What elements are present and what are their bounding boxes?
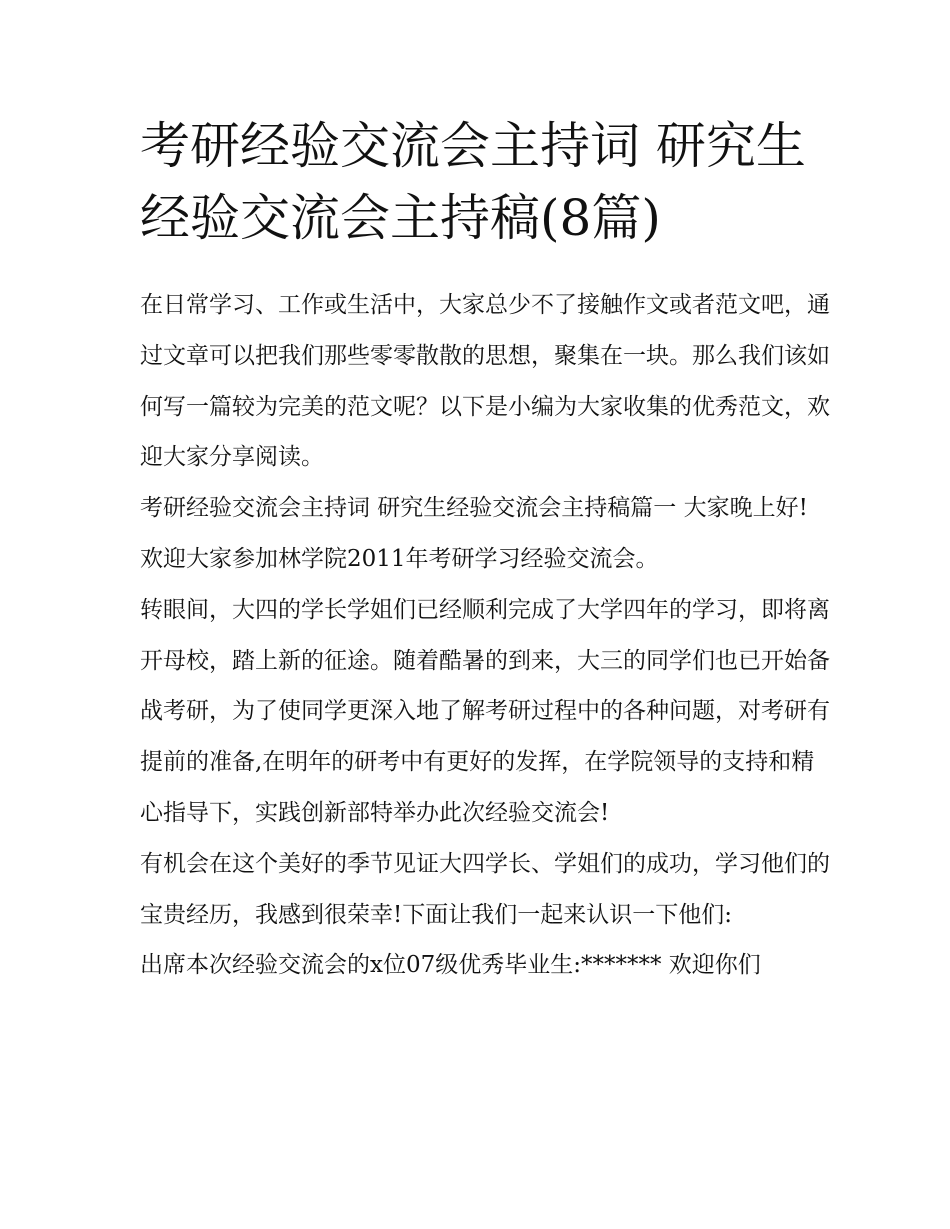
- document-body: [140, 280, 830, 991]
- paragraph-background: 转眼间，大四的学长学姐们已经顺利完成了大学四年的学习，即将离开母校，踏上新的征途。随着酷暑的到来，大三的同学们也已开始备战考研，为了使同学更深入地了解考研过程中的各种问题，对考研有提前的准备,在明年的研考中有更好的发挥，在学院领导的支持和精心指导下，实践创新部特举办此次经验交流会!: [140, 596, 830, 826]
- paragraph-introduction: 有机会在这个美好的季节见证大四学长、学姐们的成功，学习他们的宝贵经历，我感到很荣幸!下面让我们一起来认识一下他们:: [140, 850, 830, 928]
- paragraph-greeting: 考研经验交流会主持词 研究生经验交流会主持稿篇一 大家晚上好!欢迎大家参加林学院2011年考研学习经验交流会。: [140, 495, 808, 572]
- paragraph-attendees: 出席本次经验交流会的x位07级优秀毕业生:******* 欢迎你们: [140, 952, 761, 979]
- paragraph-intro: 在日常学习、工作或生活中，大家总少不了接触作文或者范文吧，通过文章可以把我们那些零零散散的思想，聚集在一块。那么我们该如何写一篇较为完美的范文呢？以下是小编为大家收集的优秀范文，欢迎大家分享阅读。: [140, 292, 830, 471]
- document-title: 考研经验交流会主持词 研究生经验交流会主持稿(8篇): [140, 117, 806, 247]
